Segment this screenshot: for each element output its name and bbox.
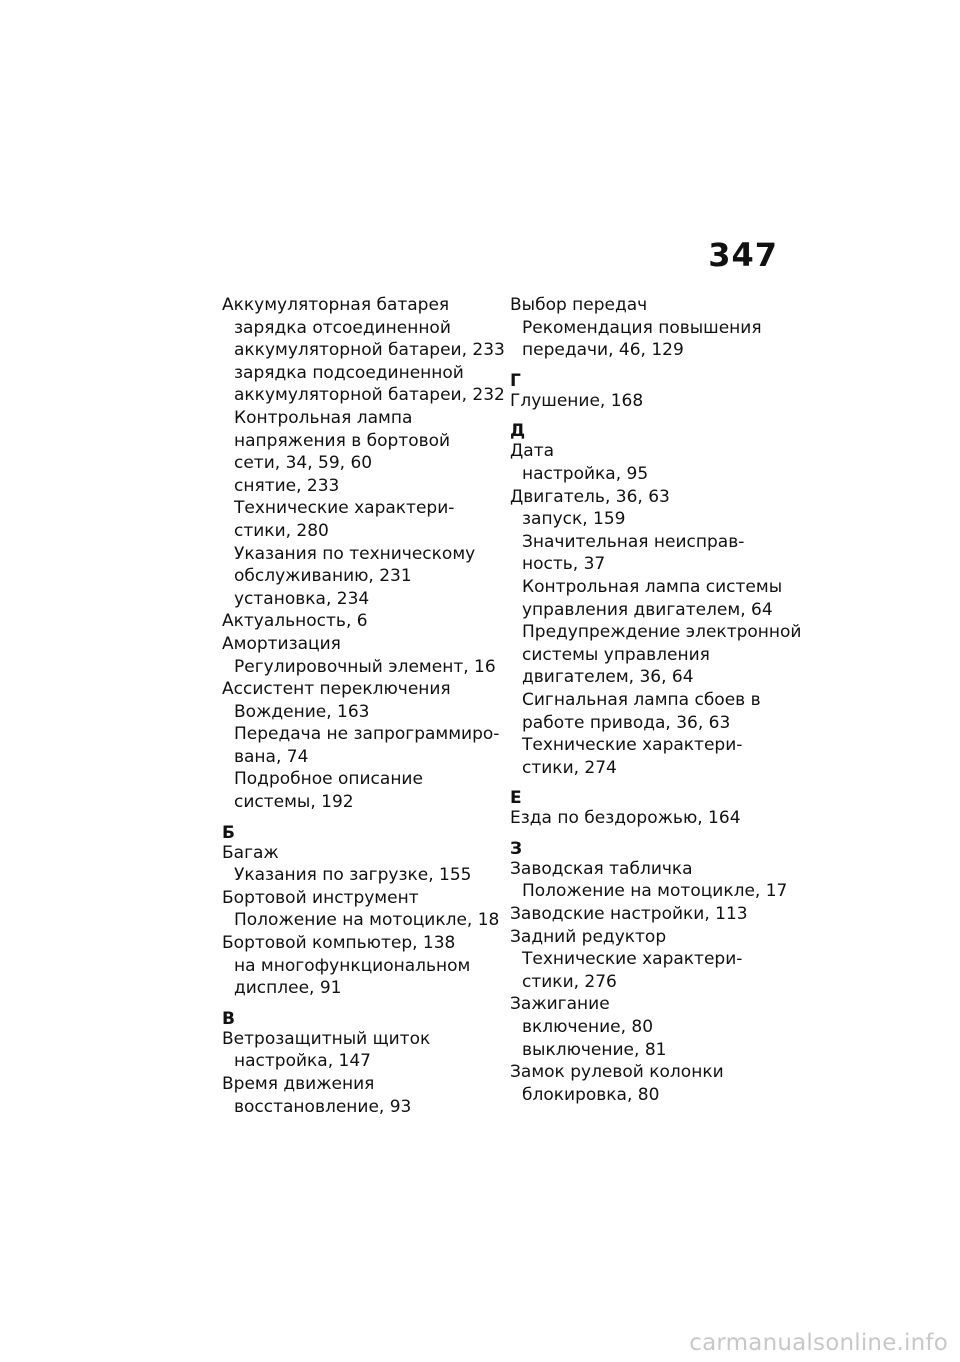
index-entry: Зажигание <box>510 994 610 1015</box>
index-entry: Аккумуляторная батарея <box>222 295 450 315</box>
index-column-right <box>510 294 802 1106</box>
index-entry: Ветрозащитный щиток <box>222 1028 431 1049</box>
index-letter-heading: Е <box>510 788 522 809</box>
index-entry: Бортовой компьютер, 138 <box>222 933 456 954</box>
index-subentry: настройка, 95 <box>522 463 649 484</box>
index-subentry: зарядка подсоединенной <box>234 362 464 383</box>
index-subentry: стики, 274 <box>522 757 617 778</box>
index-subentry: двигателем, 36, 64 <box>522 667 694 688</box>
index-subentry: работе привода, 36, 63 <box>522 712 731 733</box>
index-subentry: системы, 192 <box>234 792 354 813</box>
index-entry: Багаж <box>222 842 279 863</box>
index-subentry: на многофункциональном <box>234 955 471 976</box>
index-letter-heading: Б <box>222 822 235 843</box>
index-subentry: Положение на мотоцикле, 17 <box>522 881 788 902</box>
index-subentry: вана, 74 <box>234 746 309 767</box>
index-subentry: восстановление, 93 <box>234 1096 412 1117</box>
page-number: 347 <box>708 236 778 274</box>
index-letter-heading: Г <box>510 370 521 391</box>
index-column-left <box>222 294 505 1118</box>
index-subentry: включение, 80 <box>522 1017 654 1038</box>
index-subentry: Положение на мотоцикле, 18 <box>234 910 500 931</box>
index-subentry: передачи, 46, 129 <box>522 340 684 361</box>
index-entry: Время движения <box>222 1074 375 1094</box>
index-entry: Заводские настройки, 113 <box>510 904 748 925</box>
index-entry: Выбор передач <box>510 295 648 315</box>
index-subentry: запуск, 159 <box>522 509 626 530</box>
index-letter-heading: В <box>222 1008 235 1029</box>
index-subentry: обслуживанию, 231 <box>234 566 412 587</box>
index-entry: Замок рулевой колонки <box>510 1062 724 1083</box>
index-entry: Глушение, 168 <box>510 390 644 411</box>
index-subentry: установка, 234 <box>234 588 370 609</box>
index-subentry: системы управления <box>522 644 710 665</box>
index-subentry: Рекомендация повышения <box>522 317 762 338</box>
index-subentry: Указания по техническому <box>234 543 476 564</box>
index-subentry: Значительная неисправ- <box>522 531 745 552</box>
index-subentry: зарядка отсоединенной <box>234 317 451 338</box>
index-subentry: Сигнальная лампа сбоев в <box>522 689 761 710</box>
index-subentry: Технические характери- <box>522 949 743 970</box>
index-entry: Заводская табличка <box>510 858 693 879</box>
index-subentry: стики, 276 <box>522 971 617 992</box>
index-entry: Амортизация <box>222 633 341 654</box>
index-subentry: Регулировочный элемент, 16 <box>234 656 496 677</box>
index-subentry: Технические характери- <box>522 735 743 756</box>
index-entry: Двигатель, 36, 63 <box>510 486 670 507</box>
index-subentry: стики, 280 <box>234 520 329 541</box>
index-subentry: аккумуляторной батареи, 233 <box>234 340 505 361</box>
index-subentry: снятие, 233 <box>234 475 340 496</box>
index-entry: Езда по бездорожью, 164 <box>510 808 741 829</box>
index-subentry: Передача не запрограммиро- <box>234 724 500 745</box>
index-subentry: управления двигателем, 64 <box>522 599 773 620</box>
index-subentry: выключение, 81 <box>522 1039 667 1060</box>
index-entry: Бортовой инструмент <box>222 887 419 908</box>
index-subentry: дисплее, 91 <box>234 978 342 999</box>
index-subentry: Контрольная лампа системы <box>522 576 783 597</box>
index-letter-heading: Д <box>510 421 526 442</box>
index-subentry: Контрольная лампа <box>234 407 413 428</box>
index-entry: Актуальность, 6 <box>222 611 368 632</box>
index-subentry: Технические характери- <box>234 498 455 519</box>
index-subentry: Подробное описание <box>234 769 423 790</box>
index-entry: Задний редуктор <box>510 926 667 947</box>
index-letter-heading: З <box>510 838 523 859</box>
index-subentry: настройка, 147 <box>234 1051 371 1072</box>
index-subentry: аккумуляторной батареи, 232 <box>234 385 505 406</box>
index-subentry: Вождение, 163 <box>234 701 370 722</box>
index-subentry: Предупреждение электронной <box>522 622 802 643</box>
index-subentry: Указания по загрузке, 155 <box>234 865 472 886</box>
index-entry: Дата <box>510 441 555 462</box>
index-subentry: напряжения в бортовой <box>234 430 451 451</box>
index-subentry: ность, 37 <box>522 554 606 575</box>
index-subentry: сети, 34, 59, 60 <box>234 453 373 474</box>
watermark: carmanualsonline.info <box>689 1330 948 1356</box>
index-entry: Ассистент переключения <box>222 679 451 700</box>
index-subentry: блокировка, 80 <box>522 1084 660 1105</box>
